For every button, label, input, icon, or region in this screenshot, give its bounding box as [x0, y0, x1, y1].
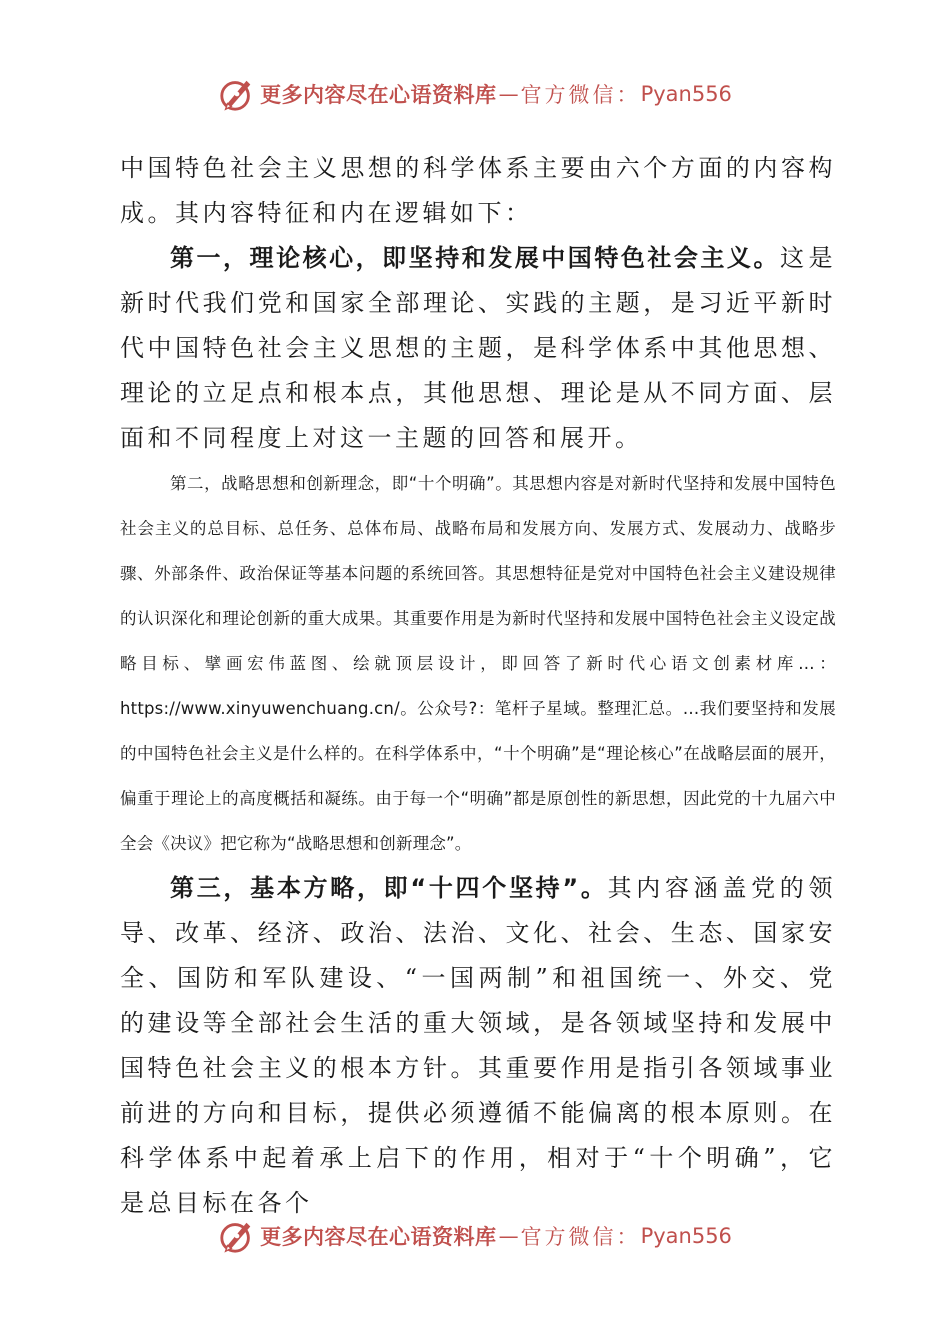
- third-section-paragraph: [120, 866, 836, 1226]
- first-section-heading: 第一，理论核心，即坚持和发展中国特色社会主义。: [170, 244, 780, 272]
- watermark-label: 官方微信：: [520, 1225, 641, 1249]
- footer-watermark: [0, 1214, 950, 1258]
- watermark-label: 官方微信：: [520, 83, 641, 107]
- third-section-body: 其内容涵盖党的领导、改革、经济、政治、法治、文化、社会、生态、国家安全、国防和军队建设、“一国两制”和祖国统一、外交、党的建设等全部社会生活的重大领域，是各领域坚持和发展中国特色社会主义的根本方针。其重要作用是指引各领域事业前进的方向和目标，提供必须遵循不能偏离的根本原则。在科学体系中起着承上启下的作用，相对于“十个明确”，它是总目标在各个: [120, 874, 837, 1217]
- watermark-dash: —: [498, 82, 519, 106]
- third-section-heading: 第三，基本方略，即“十四个坚持”。: [170, 874, 608, 902]
- intro-paragraph: 中国特色社会主义思想的科学体系主要由六个方面的内容构成。其内容特征和内在逻辑如下：: [120, 154, 836, 227]
- first-section-body: 这是新时代我们党和国家全部理论、实践的主题，是习近平新时代中国特色社会主义思想的主题，是科学体系中其他思想、理论的立足点和根本点，其他思想、理论是从不同方面、层面和不同程度上对这一主题的回答和展开。: [120, 244, 837, 452]
- second-section-paragraph: 第二，战略思想和创新理念，即“十个明确”。其思想内容是对新时代坚持和发展中国特色社会主义的总目标、总任务、总体布局、战略布局和发展方向、发展方式、发展动力、战略步骤、外部条件、政治保证等基本问题的系统回答。其思想特征是党对中国特色社会主义建设规律的认识深化和理论创新的重大成果。其重要作用是为新时代坚持和发展中国特色社会主义设定战略目标、擘画宏伟蓝图、绘就顶层设计，即回答了新时代心语文创素材库…：https://www.xinyuwenchuang.cn/。公众号?：笔杆子星域。整理汇总。…我们要坚持和发展的中国特色社会主义是什么样的。在科学体系中，“十个明确”是“理论核心”在战略层面的展开，偏重于理论上的高度概括和凝练。由于每一个“明确”都是原创性的新思想，因此党的十九届六中全会《决议》把它称为“战略思想和创新理念”。: [120, 474, 836, 853]
- first-section-paragraph: [120, 236, 836, 461]
- watermark-site-text: 更多内容尽在心语资料库: [260, 82, 497, 107]
- watermark-site-text: 更多内容尽在心语资料库: [260, 1224, 497, 1249]
- watermark-dash: —: [498, 1224, 519, 1248]
- pen-logo-icon: [218, 75, 256, 113]
- document-body: [120, 146, 836, 1226]
- pen-logo-icon: [218, 1217, 256, 1255]
- watermark-wechat-id: Pyan556: [640, 1224, 732, 1248]
- watermark-wechat-id: Pyan556: [640, 82, 732, 106]
- header-watermark: [0, 72, 950, 116]
